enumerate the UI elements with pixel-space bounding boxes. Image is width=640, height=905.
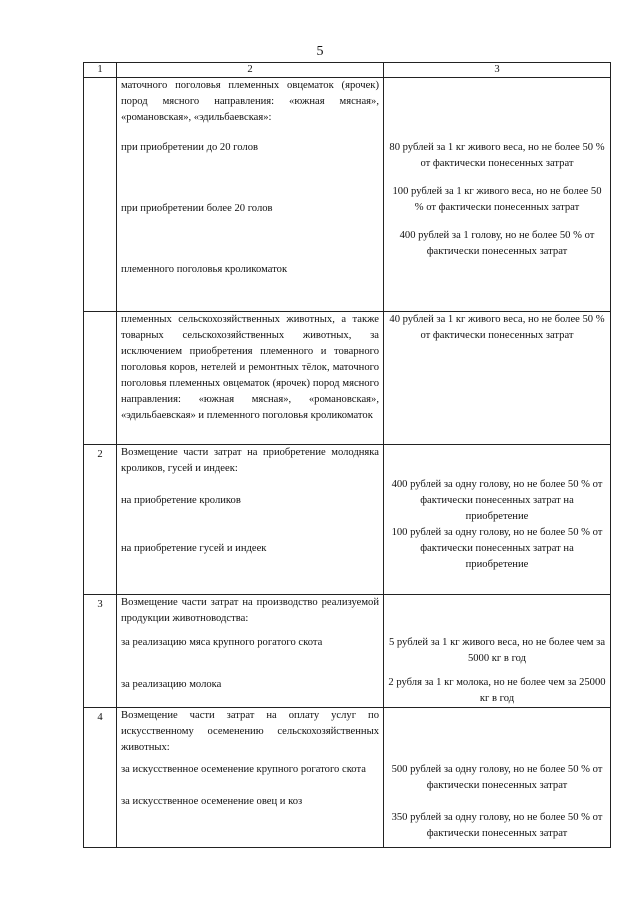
item-label-milk: за реализацию молока xyxy=(121,679,222,690)
rate-cattle-meat: 5 рублей за 1 кг живого веса, но не более чем за 5000 кг в год xyxy=(388,637,606,664)
row-intro-text: маточного поголовья племенных овцематок (ярочек) пород мясного направления: «южная мясная», «романовская», «эдильбаевская»: xyxy=(121,80,379,123)
rate-rabbits: 400 рублей за одну голову, но не более 50 % от фактически понесенных затрат на приобретение xyxy=(391,479,603,522)
rate-other-animals: 40 рублей за 1 кг живого веса, но не более 50 % от фактически понесенных затрат xyxy=(389,314,605,341)
row-description xyxy=(117,78,384,312)
table-row-section-4 xyxy=(84,708,611,848)
row-rates xyxy=(384,78,611,312)
row-rates xyxy=(384,708,611,848)
table-header-row xyxy=(84,63,611,78)
page-number: 5 xyxy=(316,44,324,59)
table-row-section-3 xyxy=(84,595,611,708)
table-row-sheep-rabbits xyxy=(84,78,611,312)
item-label-geese-turkeys: на приобретение гусей и индеек xyxy=(121,543,267,554)
column-header-1: 1 xyxy=(84,63,117,78)
row-number: 2 xyxy=(84,445,117,595)
rate-up-to-20: 80 рублей за 1 кг живого веса, но не более 50 % от фактически понесенных затрат xyxy=(389,142,605,169)
item-label-cattle-meat: за реализацию мяса крупного рогатого скота xyxy=(121,637,323,648)
row-description xyxy=(117,708,384,848)
item-label-over-20: при приобретении более 20 голов xyxy=(121,203,273,214)
row-description xyxy=(117,595,384,708)
item-label-up-to-20: при приобретении до 20 голов xyxy=(121,142,258,153)
item-label-cattle-insemination: за искусственное осеменение крупного рогатого скота xyxy=(121,764,366,775)
rate-rabbit-does: 400 рублей за 1 голову, но не более 50 % от фактически понесенных затрат xyxy=(399,230,595,257)
column-header-2: 2 xyxy=(117,63,384,78)
rate-geese-turkeys: 100 рублей за одну голову, но не более 50 % от фактически понесенных затрат на приобретение xyxy=(391,527,603,570)
item-label-rabbit-does: племенного поголовья кроликоматок xyxy=(121,264,288,275)
row-rates xyxy=(384,595,611,708)
table-row-section-2 xyxy=(84,445,611,595)
rate-milk: 2 рубля за 1 кг молока, но не более чем за 25000 кг в год xyxy=(388,677,606,704)
row-intro-text: Возмещение части затрат на оплату услуг по искусственному осеменению сельскохозяйственных животных: xyxy=(121,710,379,753)
row-intro-text: Возмещение части затрат на приобретение молодняка кроликов, гусей и индеек: xyxy=(121,447,379,474)
column-header-3: 3 xyxy=(384,63,611,78)
row-rates xyxy=(384,312,611,445)
row-description xyxy=(117,445,384,595)
row-number: 4 xyxy=(84,708,117,848)
row-number-empty xyxy=(84,78,117,312)
other-animals-label: племенных сельскохозяйственных животных, а также товарных сельскохозяйственных животных, за исключением приобретения племенного и товарного поголовья коров, нетелей и ремонтных тёлок, маточного поголовья племенных овцематок (ярочек) пород мясного направления: «южная мясная», «романовская», «эдильбаевская» и племенного поголовья кроликоматок xyxy=(121,314,379,421)
rate-over-20: 100 рублей за 1 кг живого веса, но не более 50 % от фактически понесенных затрат xyxy=(392,186,602,213)
row-number: 3 xyxy=(84,595,117,708)
row-intro-text: Возмещение части затрат на производство реализуемой продукции животноводства: xyxy=(121,597,379,624)
subsidy-rates-table xyxy=(83,62,611,848)
item-label-sheep-goat-insemination: за искусственное осеменение овец и коз xyxy=(121,796,303,807)
row-description xyxy=(117,312,384,445)
table-row-other-breeding-animals xyxy=(84,312,611,445)
row-rates xyxy=(384,445,611,595)
item-label-rabbits: на приобретение кроликов xyxy=(121,495,241,506)
row-number-empty xyxy=(84,312,117,445)
rate-sheep-goat-insemination: 350 рублей за одну голову, но не более 50 % от фактически понесенных затрат xyxy=(391,812,603,839)
rate-cattle-insemination: 500 рублей за одну голову, но не более 50 % от фактически понесенных затрат xyxy=(391,764,603,791)
